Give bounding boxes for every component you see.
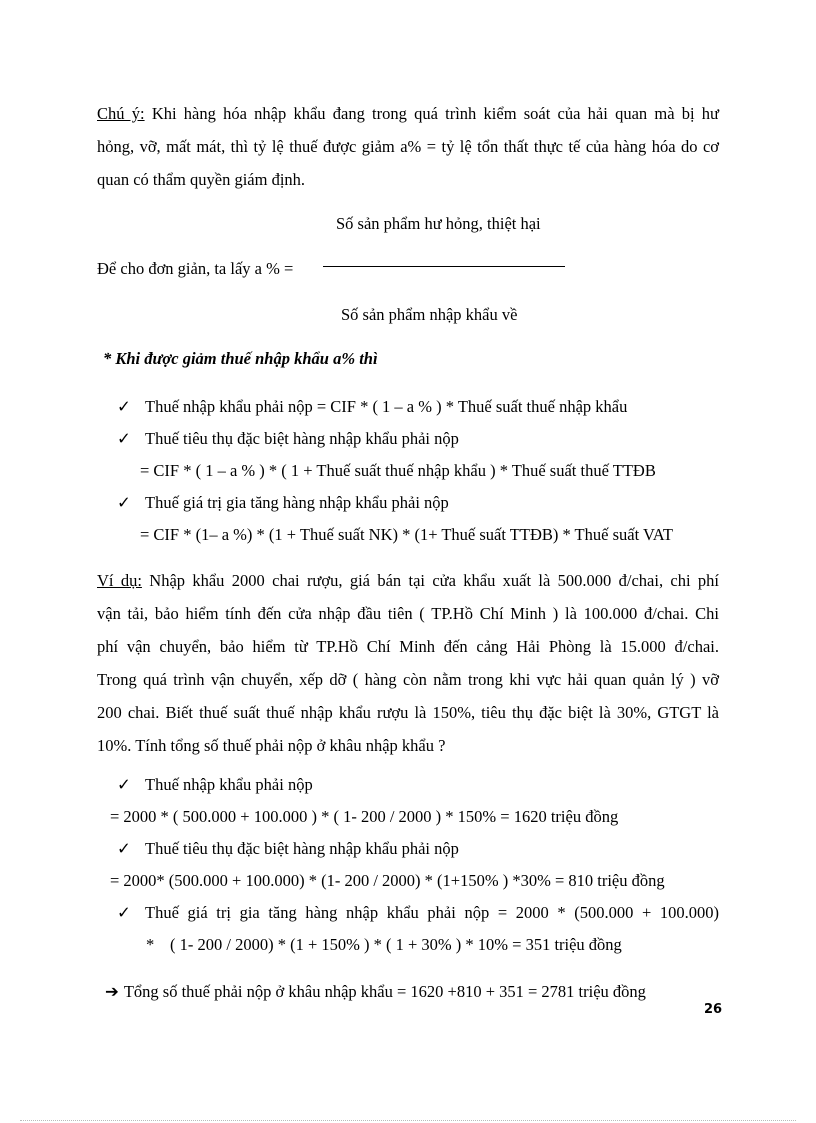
solution-vat-star: * bbox=[146, 935, 155, 954]
example-line-6: 10%. Tính tổng số thuế phải nộp ở khâu nhập khẩu ? bbox=[97, 736, 446, 755]
fraction-bar bbox=[323, 266, 565, 267]
section-heading: * Khi được giảm thuế nhập khẩu a% thì bbox=[103, 349, 378, 368]
bullet-excise-formula: = CIF * ( 1 – a % ) * ( 1 + Thuế suất thuế nhập khẩu ) * Thuế suất thuế TTĐB bbox=[140, 461, 656, 480]
example-line-1: Ví dụ: Nhập khẩu 2000 chai rượu, giá bán tại cửa khẩu xuất là 500.000 đ/chai, chi phí bbox=[97, 571, 720, 590]
check-icon: ✓ bbox=[117, 839, 131, 858]
page-footer-border bbox=[20, 1120, 796, 1121]
check-icon: ✓ bbox=[117, 493, 131, 512]
check-icon: ✓ bbox=[117, 775, 131, 794]
solution-excise-formula: = 2000* (500.000 + 100.000) * (1- 200 / 2000) * (1+150% ) *30% = 810 triệu đồng bbox=[110, 871, 665, 890]
note-line-1: Chú ý: Khi hàng hóa nhập khẩu đang trong quá trình kiểm soát của hải quan mà bị hư bbox=[97, 104, 720, 123]
solution-import-label: ✓ Thuế nhập khẩu phải nộp bbox=[117, 775, 313, 794]
check-icon: ✓ bbox=[117, 903, 131, 922]
solution-vat-label: ✓ Thuế giá trị gia tăng hàng nhập khẩu phải nộp = 2000 * (500.000 + 100.000) bbox=[117, 903, 719, 922]
example-line-3: phí vận chuyển, bảo hiểm từ TP.Hồ Chí Minh đến cảng Hải Phòng là 15.000 đ/chai. bbox=[97, 637, 719, 656]
note-line-2: hỏng, vỡ, mất mát, thì tỷ lệ thuế được giảm a% = tỷ lệ tổn thất thực tế của hàng hóa do cơ bbox=[97, 137, 719, 156]
page-number: 26 bbox=[704, 1002, 723, 1017]
formula-lhs: Để cho đơn giản, ta lấy a % = bbox=[97, 259, 294, 278]
note-line-3: quan có thẩm quyền giám định. bbox=[97, 170, 306, 189]
formula-numerator: Số sản phẩm hư hỏng, thiệt hại bbox=[336, 214, 541, 233]
example-line-2: vận tải, bảo hiểm tính đến cửa nhập đầu tiên ( TP.Hồ Chí Minh ) là 100.000 đ/chai. Chi bbox=[97, 604, 719, 623]
check-icon: ✓ bbox=[117, 397, 131, 416]
example-line-5: 200 chai. Biết thuế suất thuế nhập khẩu rượu là 150%, tiêu thụ đặc biệt là 30%, GTGT là bbox=[97, 703, 719, 722]
solution-import-formula: = 2000 * ( 500.000 + 100.000 ) * ( 1- 200 / 2000 ) * 150% = 1620 triệu đồng bbox=[110, 807, 619, 826]
bullet-vat: ✓ Thuế giá trị gia tăng hàng nhập khẩu phải nộp bbox=[117, 493, 449, 512]
arrow-right-icon: ➔ bbox=[105, 982, 119, 1001]
solution-vat-formula: ( 1- 200 / 2000) * (1 + 150% ) * ( 1 + 30% ) * 10% = 351 triệu đồng bbox=[170, 935, 622, 954]
bullet-excise-tax: ✓ Thuế tiêu thụ đặc biệt hàng nhập khẩu phải nộp bbox=[117, 429, 459, 448]
example-label: Ví dụ: bbox=[97, 571, 142, 590]
check-icon: ✓ bbox=[117, 429, 131, 448]
total-line: ➔ Tổng số thuế phải nộp ở khâu nhập khẩu = 1620 +810 + 351 = 2781 triệu đồng bbox=[105, 982, 646, 1001]
solution-excise-label: ✓ Thuế tiêu thụ đặc biệt hàng nhập khẩu phải nộp bbox=[117, 839, 459, 858]
note-label: Chú ý: bbox=[97, 104, 145, 123]
bullet-vat-formula: = CIF * (1– a %) * (1 + Thuế suất NK) * (1+ Thuế suất TTĐB) * Thuế suất VAT bbox=[140, 525, 673, 544]
formula-denominator: Số sản phẩm nhập khẩu về bbox=[341, 305, 518, 324]
example-line-4: Trong quá trình vận chuyển, xếp dỡ ( hàng còn nằm trong khi vực hải quan quản lý ) vỡ bbox=[97, 670, 719, 689]
bullet-import-tax: ✓ Thuế nhập khẩu phải nộp = CIF * ( 1 – a % ) * Thuế suất thuế nhập khẩu bbox=[117, 397, 628, 416]
